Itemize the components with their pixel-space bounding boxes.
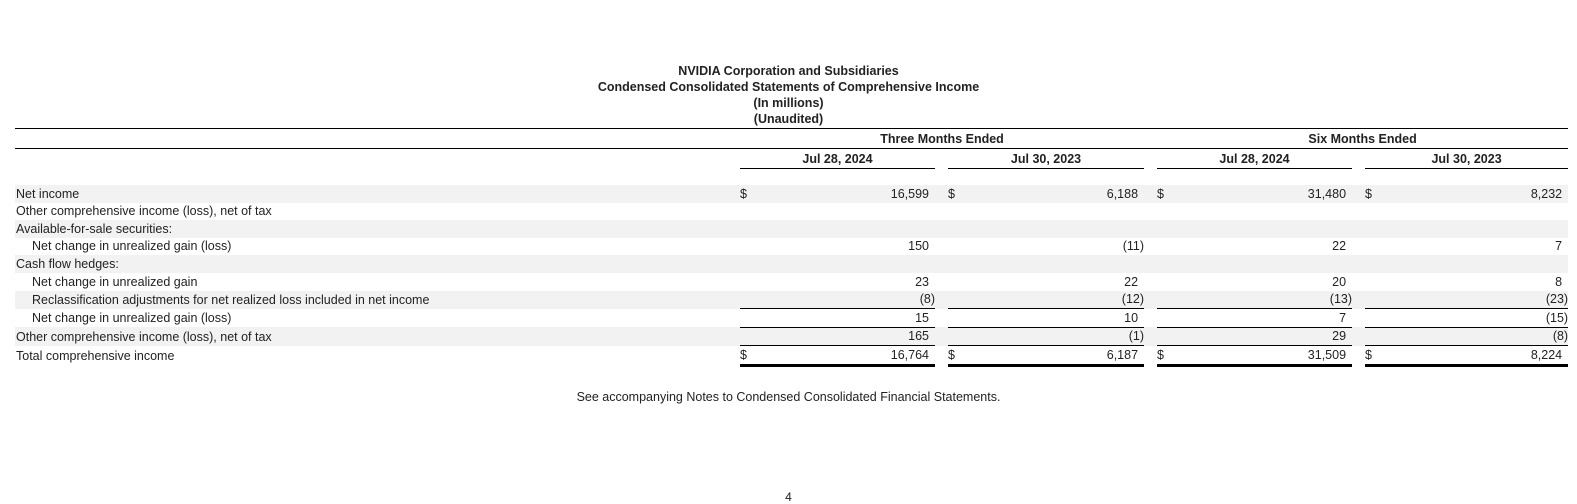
value-cell: (11): [1122, 239, 1145, 254]
value-cell: (1): [960, 327, 1144, 346]
value-cell: (15): [1377, 309, 1568, 328]
footnote: See accompanying Notes to Condensed Consolidated Financial Statements.: [576, 390, 1001, 404]
value-cell: 16,764: [752, 346, 935, 366]
value-cell: 8,224: [1377, 346, 1568, 366]
currency-symbol: $: [1365, 346, 1377, 366]
value-cell: (8): [1377, 327, 1568, 346]
row-label: Net change in unrealized gain (loss): [32, 239, 232, 254]
row-label: Total comprehensive income: [16, 349, 175, 364]
date-ytd-2024: Jul 28, 2024: [1157, 149, 1352, 169]
value-cell: 20: [1332, 274, 1347, 289]
value-cell: 7: [1555, 239, 1563, 254]
company-name: NVIDIA Corporation and Subsidiaries: [678, 64, 899, 78]
value-cell: 10: [960, 309, 1144, 328]
table-row-cfh-net-change-total: [15, 309, 1568, 328]
value-cell: 6,188: [960, 185, 1144, 203]
table-row-cfh-heading: [15, 255, 1568, 273]
value-cell: 8: [1555, 274, 1563, 289]
period-six-months: Six Months Ended: [1157, 129, 1568, 149]
value-cell: 8,232: [1377, 185, 1568, 203]
value-cell: 15: [752, 309, 935, 328]
row-label: Net change in unrealized gain: [32, 274, 198, 289]
value-cell: 150: [908, 239, 929, 254]
page-number: 4: [785, 490, 792, 504]
date-q-2024: Jul 28, 2024: [740, 149, 935, 169]
currency-symbol: $: [1157, 346, 1169, 366]
currency-symbol: $: [1365, 185, 1377, 203]
date-q-2023: Jul 30, 2023: [948, 149, 1144, 169]
date-header-row: [15, 149, 1568, 169]
currency-symbol: $: [948, 185, 960, 203]
value-cell: 22: [1332, 239, 1347, 254]
value-cell: 31,480: [1169, 185, 1352, 203]
currency-symbol: $: [948, 346, 960, 366]
period-three-months: Three Months Ended: [740, 129, 1144, 149]
table-row-oci-total: [15, 327, 1568, 346]
value-cell: (13): [1169, 291, 1352, 309]
row-label: Other comprehensive income (loss), net of tax: [15, 327, 740, 346]
value-cell: 31,509: [1169, 346, 1352, 366]
value-cell: 23: [915, 274, 929, 289]
row-label: Cash flow hedges:: [15, 255, 740, 273]
value-cell: 7: [1169, 309, 1352, 328]
table-row-cfh-reclassification: [15, 291, 1568, 309]
value-cell: 29: [1169, 327, 1352, 346]
date-ytd-2023: Jul 30, 2023: [1365, 149, 1568, 169]
units-note: (In millions): [753, 96, 824, 110]
table-row-afs-heading: [15, 220, 1568, 238]
table-row-total-comprehensive-income: [15, 346, 1568, 366]
currency-symbol: $: [740, 185, 752, 203]
row-label: Net change in unrealized gain (loss): [32, 311, 232, 326]
table-row-oci-heading: [15, 203, 1568, 221]
audit-note: (Unaudited): [753, 112, 824, 126]
value-cell: 16,599: [752, 185, 935, 203]
table-row-net-income: [15, 185, 1568, 203]
period-header-row: [15, 129, 1568, 149]
statement-title-block: [0, 63, 1577, 127]
value-cell: (12): [960, 291, 1144, 309]
statement-title: Condensed Consolidated Statements of Comprehensive Income: [597, 80, 980, 94]
value-cell: (23): [1377, 291, 1568, 309]
row-label: Reclassification adjustments for net realized loss included in net income: [15, 291, 740, 309]
value-cell: 165: [752, 327, 935, 346]
table-row-cfh-net-change-gain: [15, 273, 1568, 291]
value-cell: 6,187: [960, 346, 1144, 366]
currency-symbol: $: [1157, 185, 1169, 203]
comprehensive-income-table: [15, 128, 1568, 367]
value-cell: (8): [752, 291, 935, 309]
table-row-afs-net-change: [15, 238, 1568, 256]
currency-symbol: $: [740, 346, 752, 366]
row-label: Available-for-sale securities:: [15, 220, 740, 238]
row-label: Other comprehensive income (loss), net of tax: [16, 204, 272, 219]
value-cell: 22: [1124, 274, 1139, 289]
row-label: Net income: [15, 185, 740, 203]
